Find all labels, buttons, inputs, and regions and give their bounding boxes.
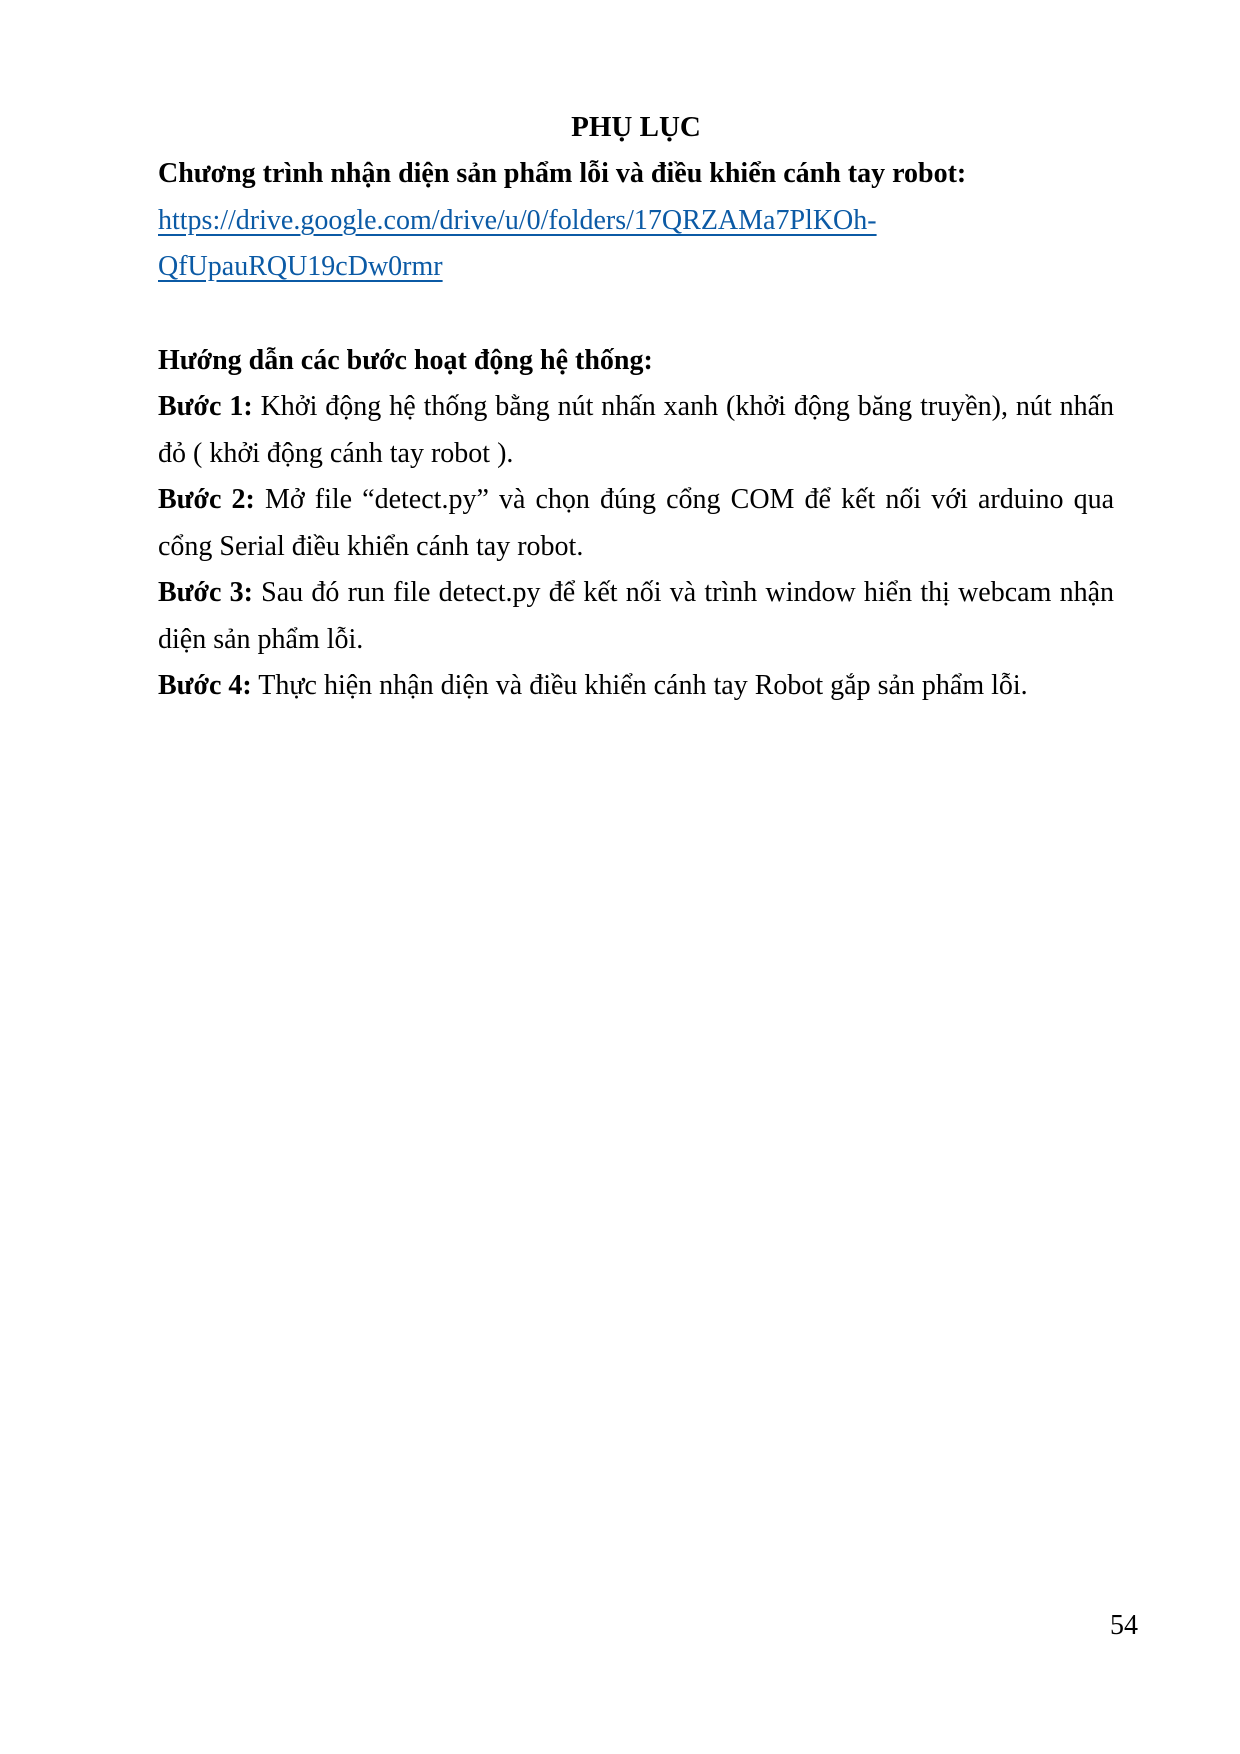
step-1-text: Khởi động hệ thống bằng nút nhấn xanh (khởi động băng truyền), nút nhấn đỏ ( khởi động cánh tay robot ). bbox=[158, 391, 1114, 469]
step-3-text: Sau đó run file detect.py để kết nối và trình window hiển thị webcam nhận diện sản phẩm lỗi. bbox=[158, 577, 1115, 655]
step-2-text: Mở file “detect.py” và chọn đúng cổng COM để kết nối với arduino qua cổng Serial điều khiển cánh tay robot. bbox=[158, 484, 1115, 562]
step-4 bbox=[158, 663, 1114, 710]
step-2-label: Bước 2: bbox=[158, 484, 255, 515]
step-1-label: Bước 1: bbox=[158, 391, 253, 422]
page-number: 54 bbox=[1110, 1610, 1138, 1641]
step-3-label: Bước 3: bbox=[158, 577, 253, 608]
step-4-label: Bước 4: bbox=[158, 670, 252, 701]
blank-line bbox=[158, 291, 1114, 338]
page-content bbox=[158, 104, 1114, 710]
program-heading: Chương trình nhận diện sản phẩm lỗi và điều khiển cánh tay robot: bbox=[158, 158, 967, 189]
drive-link-line1[interactable]: https://drive.google.com/drive/u/0/folders/17QRZAMa7PlKOh- bbox=[158, 204, 877, 236]
step-1 bbox=[158, 384, 1114, 477]
step-4-text: Thực hiện nhận diện và điều khiển cánh tay Robot gắp sản phẩm lỗi. bbox=[258, 670, 1028, 701]
page-title: PHỤ LỤC bbox=[571, 111, 701, 143]
drive-link-line2[interactable]: QfUpauRQU19cDw0rmr bbox=[158, 251, 443, 282]
guide-heading: Hướng dẫn các bước hoạt động hệ thống: bbox=[158, 344, 653, 376]
step-2 bbox=[158, 477, 1114, 570]
step-3 bbox=[158, 570, 1114, 663]
